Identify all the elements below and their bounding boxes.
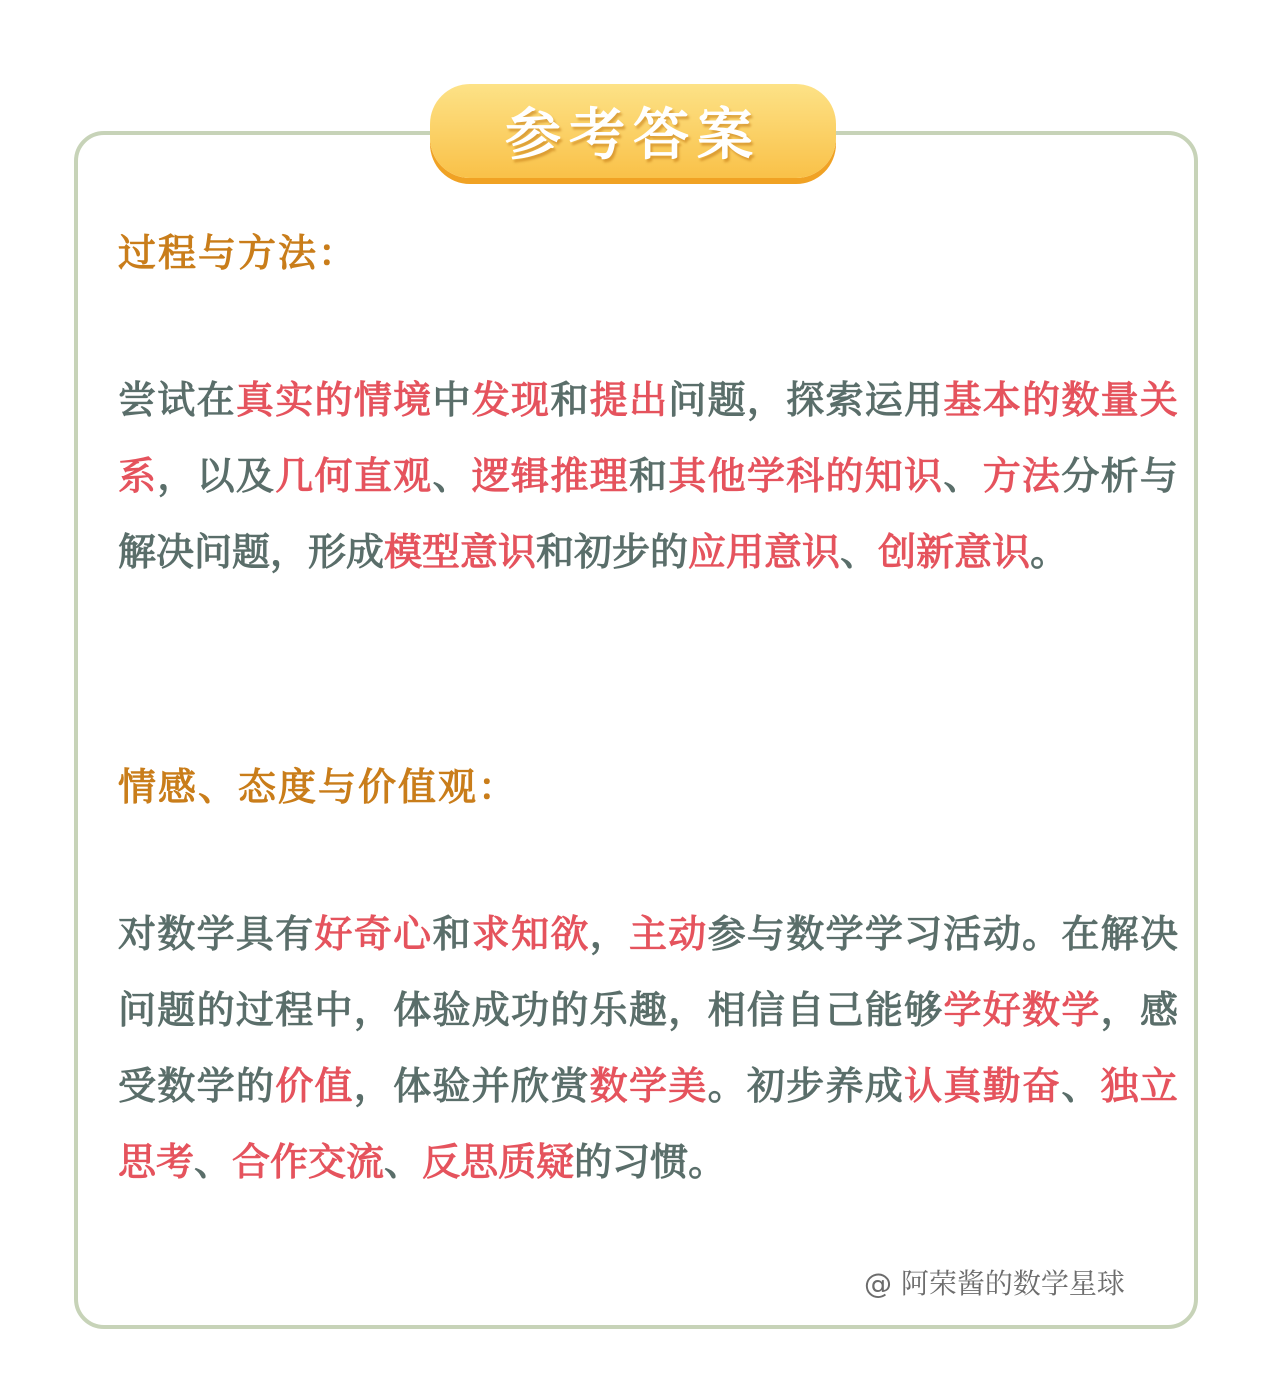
highlighted-phrase: 主动 xyxy=(629,912,708,956)
text-segment: 和初步的 xyxy=(536,530,689,574)
highlighted-phrase: 模型意识 xyxy=(384,530,537,574)
highlighted-phrase: 创新意识 xyxy=(878,530,1031,574)
text-segment: 、 xyxy=(943,454,983,498)
text-segment: 、 xyxy=(432,454,472,498)
text-segment: 分析与解决问题，形成 xyxy=(118,454,1178,574)
section-heading-emotion-values: 情感、态度与价值观： xyxy=(118,765,519,809)
text-segment: ，感受数学的 xyxy=(118,988,1178,1108)
highlighted-phrase: 价值 xyxy=(275,1064,354,1108)
highlighted-phrase: 基本的数量关系 xyxy=(118,378,1178,498)
section-paragraph-process-method xyxy=(118,362,1178,590)
text-segment: 参与数学学习活动。在解决问题的过程中，体验成功的乐趣，相信自己能够 xyxy=(118,912,1178,1032)
text-segment: 。 xyxy=(1030,530,1069,574)
section-paragraph-emotion-values xyxy=(118,896,1178,1200)
text-segment: 。初步养成 xyxy=(707,1064,905,1108)
highlighted-phrase: 反思质疑 xyxy=(422,1140,575,1184)
highlighted-phrase: 发现 xyxy=(471,378,551,422)
highlighted-phrase: 其他学科的知识 xyxy=(668,454,944,498)
highlighted-phrase: 合作交流 xyxy=(232,1140,385,1184)
title-badge: 参考答案 xyxy=(430,84,836,178)
author-credit: @ 阿荣酱的数学星球 xyxy=(864,1267,1125,1300)
text-segment: 、 xyxy=(1061,1064,1101,1108)
text-segment: 和 xyxy=(628,454,669,498)
highlighted-phrase: 学好数学 xyxy=(943,988,1101,1032)
highlighted-phrase: 方法 xyxy=(982,454,1062,498)
text-segment: 问题，探索运用 xyxy=(668,378,944,422)
highlighted-phrase: 提出 xyxy=(589,378,669,422)
highlighted-phrase: 好奇心 xyxy=(314,912,433,956)
text-segment: ，体验并欣赏 xyxy=(353,1064,590,1108)
highlighted-phrase: 几何直观 xyxy=(275,454,433,498)
highlighted-phrase: 数学美 xyxy=(589,1064,708,1108)
text-segment: 对数学具有 xyxy=(118,912,315,956)
text-segment: 和 xyxy=(432,912,472,956)
text-segment: 、 xyxy=(384,1140,423,1184)
text-segment: ， xyxy=(589,912,629,956)
section-heading-process-method: 过程与方法： xyxy=(118,231,359,275)
highlighted-phrase: 认真勤奋 xyxy=(904,1064,1062,1108)
highlighted-phrase: 独立思考 xyxy=(118,1064,1178,1184)
highlighted-phrase: 求知欲 xyxy=(471,912,590,956)
text-segment: 和 xyxy=(550,378,590,422)
text-segment: 、 xyxy=(840,530,879,574)
text-segment: ，以及 xyxy=(157,454,276,498)
highlighted-phrase: 逻辑推理 xyxy=(471,454,629,498)
highlighted-phrase: 真实的情境 xyxy=(235,378,433,422)
text-segment: 中 xyxy=(432,378,472,422)
highlighted-phrase: 应用意识 xyxy=(688,530,841,574)
text-segment: 尝试在 xyxy=(118,378,236,422)
text-segment: 、 xyxy=(194,1140,233,1184)
text-segment: 的习惯。 xyxy=(574,1140,727,1184)
